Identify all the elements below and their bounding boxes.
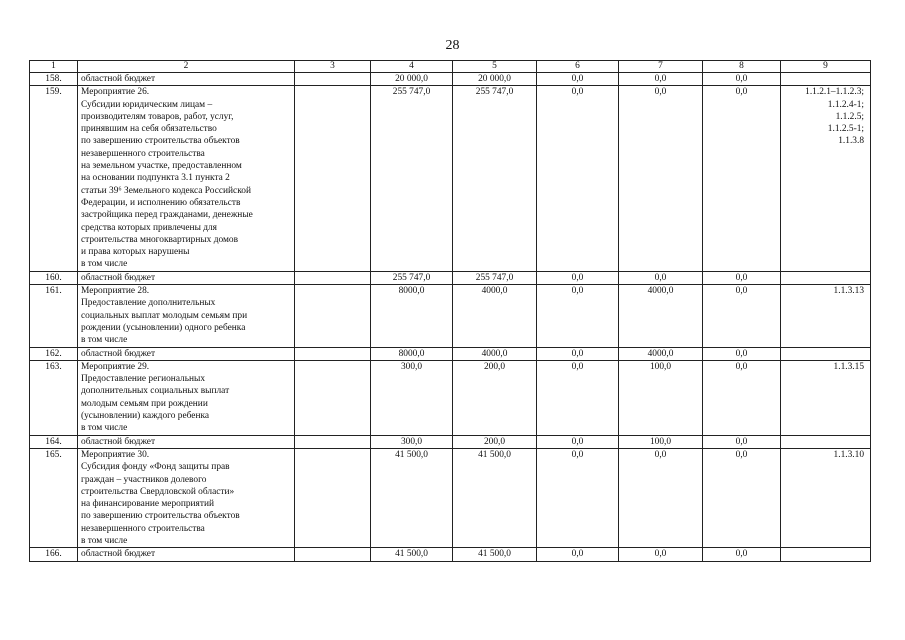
cell-col9: 1.1.3.15: [781, 360, 871, 435]
row-description: областной бюджет: [78, 548, 295, 561]
cell-col5: 20 000,0: [453, 73, 537, 86]
column-header-9: 9: [781, 61, 871, 73]
cell-col7: 0,0: [619, 86, 703, 271]
cell-col7: 4000,0: [619, 285, 703, 347]
cell-col9: [781, 73, 871, 86]
column-header-1: 1: [30, 61, 78, 73]
cell-col9: [781, 548, 871, 561]
cell-col8: 0,0: [703, 448, 781, 547]
column-header-5: 5: [453, 61, 537, 73]
cell-col6: 0,0: [537, 347, 619, 360]
cell-col9: 1.1.2.1–1.1.2.3; 1.1.2.4-1; 1.1.2.5; 1.1.2.5-1; 1.1.3.8: [781, 86, 871, 271]
cell-col7: 4000,0: [619, 347, 703, 360]
cell-col6: 0,0: [537, 271, 619, 284]
cell-col5: 4000,0: [453, 285, 537, 347]
row-number: 158.: [30, 73, 78, 86]
row-number: 160.: [30, 271, 78, 284]
cell-col7: 0,0: [619, 548, 703, 561]
cell-col5: 255 747,0: [453, 86, 537, 271]
column-header-8: 8: [703, 61, 781, 73]
cell-col4: 20 000,0: [371, 73, 453, 86]
table-row: [30, 73, 871, 86]
cell-col4: 41 500,0: [371, 448, 453, 547]
cell-col3: [295, 347, 371, 360]
table-row: [30, 347, 871, 360]
row-description: Мероприятие 30. Субсидия фонду «Фонд защиты прав граждан – участников долевого строительства Свердловской области» на финансирование мероприятий по завершению строительства объектов незавершенного строительства в том числе: [78, 448, 295, 547]
cell-col9: 1.1.3.10: [781, 448, 871, 547]
cell-col5: 41 500,0: [453, 448, 537, 547]
column-header-3: 3: [295, 61, 371, 73]
cell-col8: 0,0: [703, 347, 781, 360]
cell-col3: [295, 73, 371, 86]
cell-col5: 4000,0: [453, 347, 537, 360]
cell-col9: 1.1.3.13: [781, 285, 871, 347]
row-description: областной бюджет: [78, 73, 295, 86]
table-row: [30, 360, 871, 435]
cell-col5: 200,0: [453, 360, 537, 435]
row-number: 162.: [30, 347, 78, 360]
cell-col3: [295, 285, 371, 347]
row-number: 166.: [30, 548, 78, 561]
cell-col8: 0,0: [703, 271, 781, 284]
row-description: Мероприятие 26. Субсидии юридическим лицам – производителям товаров, работ, услуг, принявшим на себя обязательство по завершению строительства объектов незавершенного строительства на земельном участке, предоставленном на основании подпункта 3.1 пункта 2 статьи 39⁶ Земельного кодекса Российской Федерации, и исполнению обязательств застройщика перед гражданами, денежные средства которых привлечены для строительства многоквартирных домов и права которых нарушены в том числе: [78, 86, 295, 271]
table-row: [30, 285, 871, 347]
cell-col8: 0,0: [703, 73, 781, 86]
row-number: 163.: [30, 360, 78, 435]
cell-col4: 255 747,0: [371, 86, 453, 271]
cell-col6: 0,0: [537, 86, 619, 271]
table-row: [30, 435, 871, 448]
cell-col3: [295, 360, 371, 435]
cell-col6: 0,0: [537, 285, 619, 347]
cell-col6: 0,0: [537, 73, 619, 86]
cell-col7: 100,0: [619, 360, 703, 435]
cell-col3: [295, 448, 371, 547]
table-row: [30, 548, 871, 561]
cell-col7: 0,0: [619, 73, 703, 86]
cell-col4: 8000,0: [371, 285, 453, 347]
cell-col5: 255 747,0: [453, 271, 537, 284]
row-description: областной бюджет: [78, 271, 295, 284]
table-row: [30, 448, 871, 547]
budget-table: [29, 60, 871, 562]
cell-col6: 0,0: [537, 360, 619, 435]
cell-col6: 0,0: [537, 548, 619, 561]
cell-col8: 0,0: [703, 548, 781, 561]
cell-col3: [295, 271, 371, 284]
row-description: областной бюджет: [78, 435, 295, 448]
table-body: [30, 73, 871, 562]
table-row: [30, 86, 871, 271]
cell-col7: 100,0: [619, 435, 703, 448]
cell-col5: 41 500,0: [453, 548, 537, 561]
cell-col4: 300,0: [371, 360, 453, 435]
row-description: областной бюджет: [78, 347, 295, 360]
cell-col8: 0,0: [703, 435, 781, 448]
cell-col6: 0,0: [537, 435, 619, 448]
cell-col9: [781, 435, 871, 448]
page-number: 28: [445, 38, 460, 53]
cell-col5: 200,0: [453, 435, 537, 448]
header-row: [30, 61, 871, 73]
cell-col4: 300,0: [371, 435, 453, 448]
table-row: [30, 271, 871, 284]
cell-col8: 0,0: [703, 285, 781, 347]
cell-col4: 41 500,0: [371, 548, 453, 561]
cell-col9: [781, 347, 871, 360]
cell-col6: 0,0: [537, 448, 619, 547]
column-header-7: 7: [619, 61, 703, 73]
column-header-4: 4: [371, 61, 453, 73]
row-number: 165.: [30, 448, 78, 547]
row-description: Мероприятие 28. Предоставление дополнительных социальных выплат молодым семьям при рождении (усыновлении) одного ребенка в том числе: [78, 285, 295, 347]
row-number: 164.: [30, 435, 78, 448]
row-number: 161.: [30, 285, 78, 347]
cell-col7: 0,0: [619, 448, 703, 547]
row-description: Мероприятие 29. Предоставление региональных дополнительных социальных выплат молодым семьям при рождении (усыновлении) каждого ребенка в том числе: [78, 360, 295, 435]
cell-col3: [295, 86, 371, 271]
cell-col3: [295, 435, 371, 448]
column-header-2: 2: [78, 61, 295, 73]
column-header-6: 6: [537, 61, 619, 73]
cell-col8: 0,0: [703, 360, 781, 435]
cell-col4: 8000,0: [371, 347, 453, 360]
cell-col9: [781, 271, 871, 284]
cell-col3: [295, 548, 371, 561]
cell-col4: 255 747,0: [371, 271, 453, 284]
cell-col7: 0,0: [619, 271, 703, 284]
row-number: 159.: [30, 86, 78, 271]
cell-col8: 0,0: [703, 86, 781, 271]
